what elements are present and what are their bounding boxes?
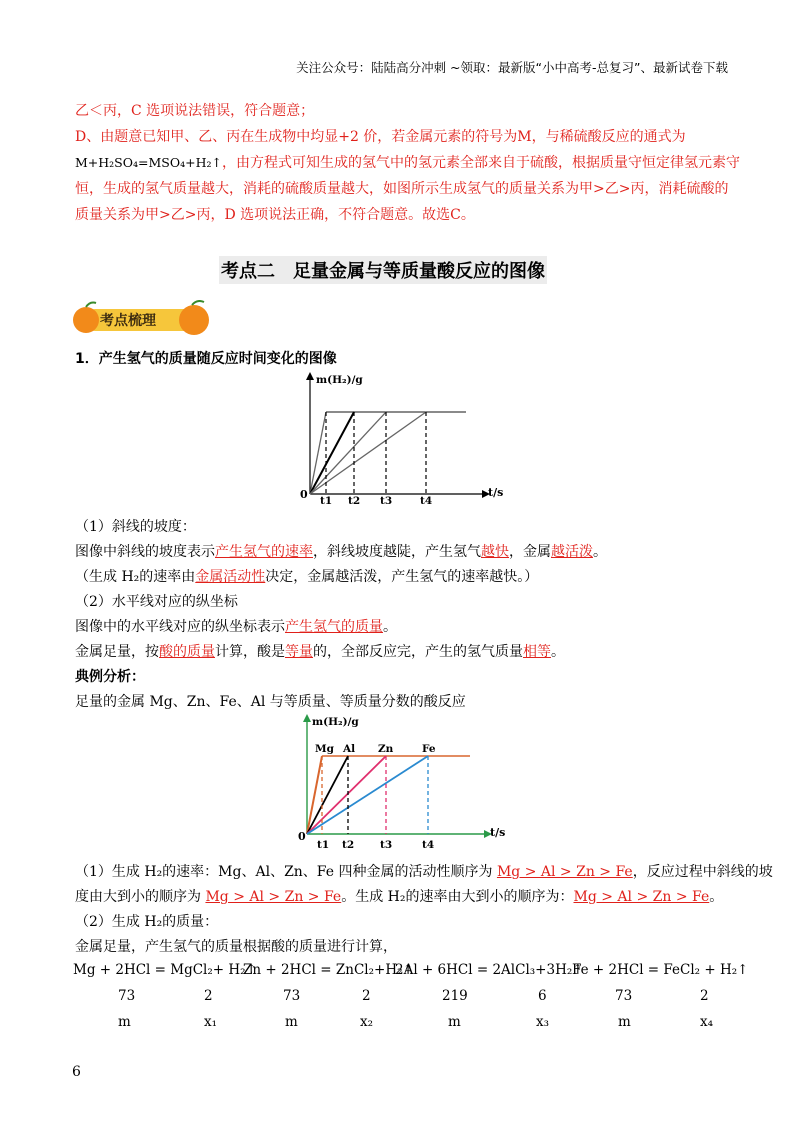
text-span: 图像中的水平线对应的纵坐标表示 — [75, 619, 285, 635]
label-zn: Zn — [378, 743, 394, 755]
text-span: 决定，金属越活泼，产生氢气的速率越快。） — [265, 569, 539, 585]
answer-blank: Mg > Al > Zn > Fe — [205, 889, 342, 905]
text-line — [75, 152, 740, 172]
variable: x₂ — [360, 1014, 374, 1030]
mass-value: 2 — [362, 988, 371, 1004]
text-span: 计算，酸是 — [215, 644, 285, 660]
page-number: 6 — [72, 1064, 81, 1080]
equation-fe: Fe + 2HCl = FeCl₂ + H₂↑ — [572, 962, 749, 978]
text-span: ，反应过程中斜线的坡 — [632, 864, 773, 880]
equation-zn: Zn + 2HCl = ZnCl₂+H₂↑ — [243, 962, 414, 978]
variable: m — [118, 1014, 131, 1030]
answer-blank: 金属活动性 — [195, 569, 266, 585]
text-span: （1）生成 H₂的速率：Mg、Al、Zn、Fe 四种金属的活动性顺序为 — [75, 864, 497, 880]
text-span: 。生成 H₂的速率由大到小的顺序为： — [341, 889, 574, 905]
label-fe: Fe — [422, 743, 436, 755]
tick-t4: t4 — [422, 839, 435, 851]
mass-value: 6 — [538, 988, 547, 1004]
chart-1 — [290, 370, 520, 510]
tick-t1: t1 — [320, 495, 333, 507]
x-axis-label: t/s — [490, 826, 506, 839]
text-line — [75, 616, 397, 636]
text-line — [75, 861, 773, 881]
tick-t1: t1 — [317, 839, 330, 851]
text-line: 恒，生成的氢气质量越大，消耗的硫酸质量越大，如图所示生成氢气的质量关系为甲>乙>丙，消耗硫酸的 — [75, 181, 729, 197]
text-line: 金属足量，产生氢气的质量根据酸的质量进行计算， — [75, 939, 397, 955]
section-badge — [70, 300, 210, 338]
text-span: 。 — [593, 544, 607, 560]
answer-blank: 产生氢气的质量 — [285, 619, 383, 635]
text-line — [75, 566, 538, 586]
text-line: 乙＜丙，C 选项说法错误，符合题意； — [75, 103, 315, 119]
origin-label: 0 — [298, 830, 306, 843]
mass-value: 73 — [283, 988, 301, 1004]
label-al: Al — [343, 743, 356, 755]
label-mg: Mg — [315, 743, 334, 755]
text-span: 金属足量，按 — [75, 644, 159, 660]
subheading: 1．产生氢气的质量随反应时间变化的图像 — [75, 351, 337, 367]
y-axis-label: m(H₂)/g — [312, 716, 359, 728]
text-line: D、由题意已知甲、乙、丙在生成物中均显+2 价，若金属元素的符号为M，与稀硫酸反应的通式为 — [75, 129, 686, 145]
text-span: 。 — [709, 889, 724, 905]
answer-blank: 越快 — [481, 544, 509, 560]
page-header: 关注公众号：陆陆高分冲刺 ~领取：最新版“小中高考-总复习”、最新试卷下载 — [296, 60, 728, 75]
answer-blank: Mg > Al > Zn > Fe — [573, 889, 710, 905]
mass-value: 2 — [204, 988, 213, 1004]
tick-t3: t3 — [380, 839, 393, 851]
variable: m — [618, 1014, 631, 1030]
tick-t2: t2 — [342, 839, 355, 851]
text-line: （2）水平线对应的纵坐标 — [75, 594, 238, 610]
text-line — [75, 541, 607, 561]
text-line — [75, 641, 565, 661]
tick-t3: t3 — [380, 495, 393, 507]
equation-al: 2Al + 6HCl = 2AlCl₃+3H₂↑ — [395, 962, 584, 978]
text-line: 足量的金属 Mg、Zn、Fe、Al 与等质量、等质量分数的酸反应 — [75, 694, 466, 710]
example-heading: 典例分析： — [75, 669, 145, 685]
tick-t2: t2 — [348, 495, 361, 507]
equation: M+H₂SO₄=MSO₄+H₂↑ — [75, 155, 222, 170]
text-span: ，斜线坡度越陡，产生氢气 — [313, 544, 481, 560]
mass-value: 2 — [700, 988, 709, 1004]
text-line — [75, 886, 723, 906]
text-span: 。 — [383, 619, 397, 635]
text-span: 。 — [551, 644, 565, 660]
badge-graphic — [70, 300, 210, 338]
text-span: 度由大到小的顺序为 — [75, 889, 206, 905]
text-line: （1）斜线的坡度： — [75, 519, 196, 535]
answer-blank: 相等 — [523, 644, 551, 660]
answer-blank: Mg > Al > Zn > Fe — [496, 864, 633, 880]
answer-blank: 产生氢气的速率 — [215, 544, 313, 560]
equation-mg: Mg + 2HCl = MgCl₂+ H₂↑ — [73, 962, 257, 978]
y-axis-label: m(H₂)/g — [316, 374, 363, 386]
origin-label: 0 — [300, 488, 308, 501]
variable: m — [448, 1014, 461, 1030]
text-line: （2）生成 H₂的质量： — [75, 914, 219, 930]
tick-t4: t4 — [420, 495, 433, 507]
mass-value: 73 — [118, 988, 136, 1004]
text-span: 的，全部反应完，产生的氢气质量 — [313, 644, 523, 660]
section-title: 考点二 足量金属与等质量酸反应的图像 — [219, 256, 547, 284]
badge-label: 考点梳理 — [100, 313, 156, 329]
mass-value: 219 — [442, 988, 468, 1004]
text-span: （生成 H₂的速率由 — [75, 569, 196, 585]
text-span: ，金属 — [509, 544, 551, 560]
chart-2 — [290, 712, 520, 852]
mass-value: 73 — [615, 988, 633, 1004]
answer-blank: 酸的质量 — [159, 644, 215, 660]
x-axis-label: t/s — [488, 486, 504, 499]
variable: x₁ — [204, 1014, 218, 1030]
answer-blank: 等量 — [285, 644, 313, 660]
text-line: 质量关系为甲>乙>丙，D 选项说法正确，不符合题意。故选C。 — [75, 207, 475, 223]
variable: x₄ — [700, 1014, 714, 1030]
text-span: ，由方程式可知生成的氢气中的氢元素全部来自于硫酸，根据质量守恒定律氢元素守 — [221, 155, 740, 171]
answer-blank: 越活泼 — [551, 544, 593, 560]
variable: m — [285, 1014, 298, 1030]
text-span: 图像中斜线的坡度表示 — [75, 544, 215, 560]
variable: x₃ — [536, 1014, 550, 1030]
